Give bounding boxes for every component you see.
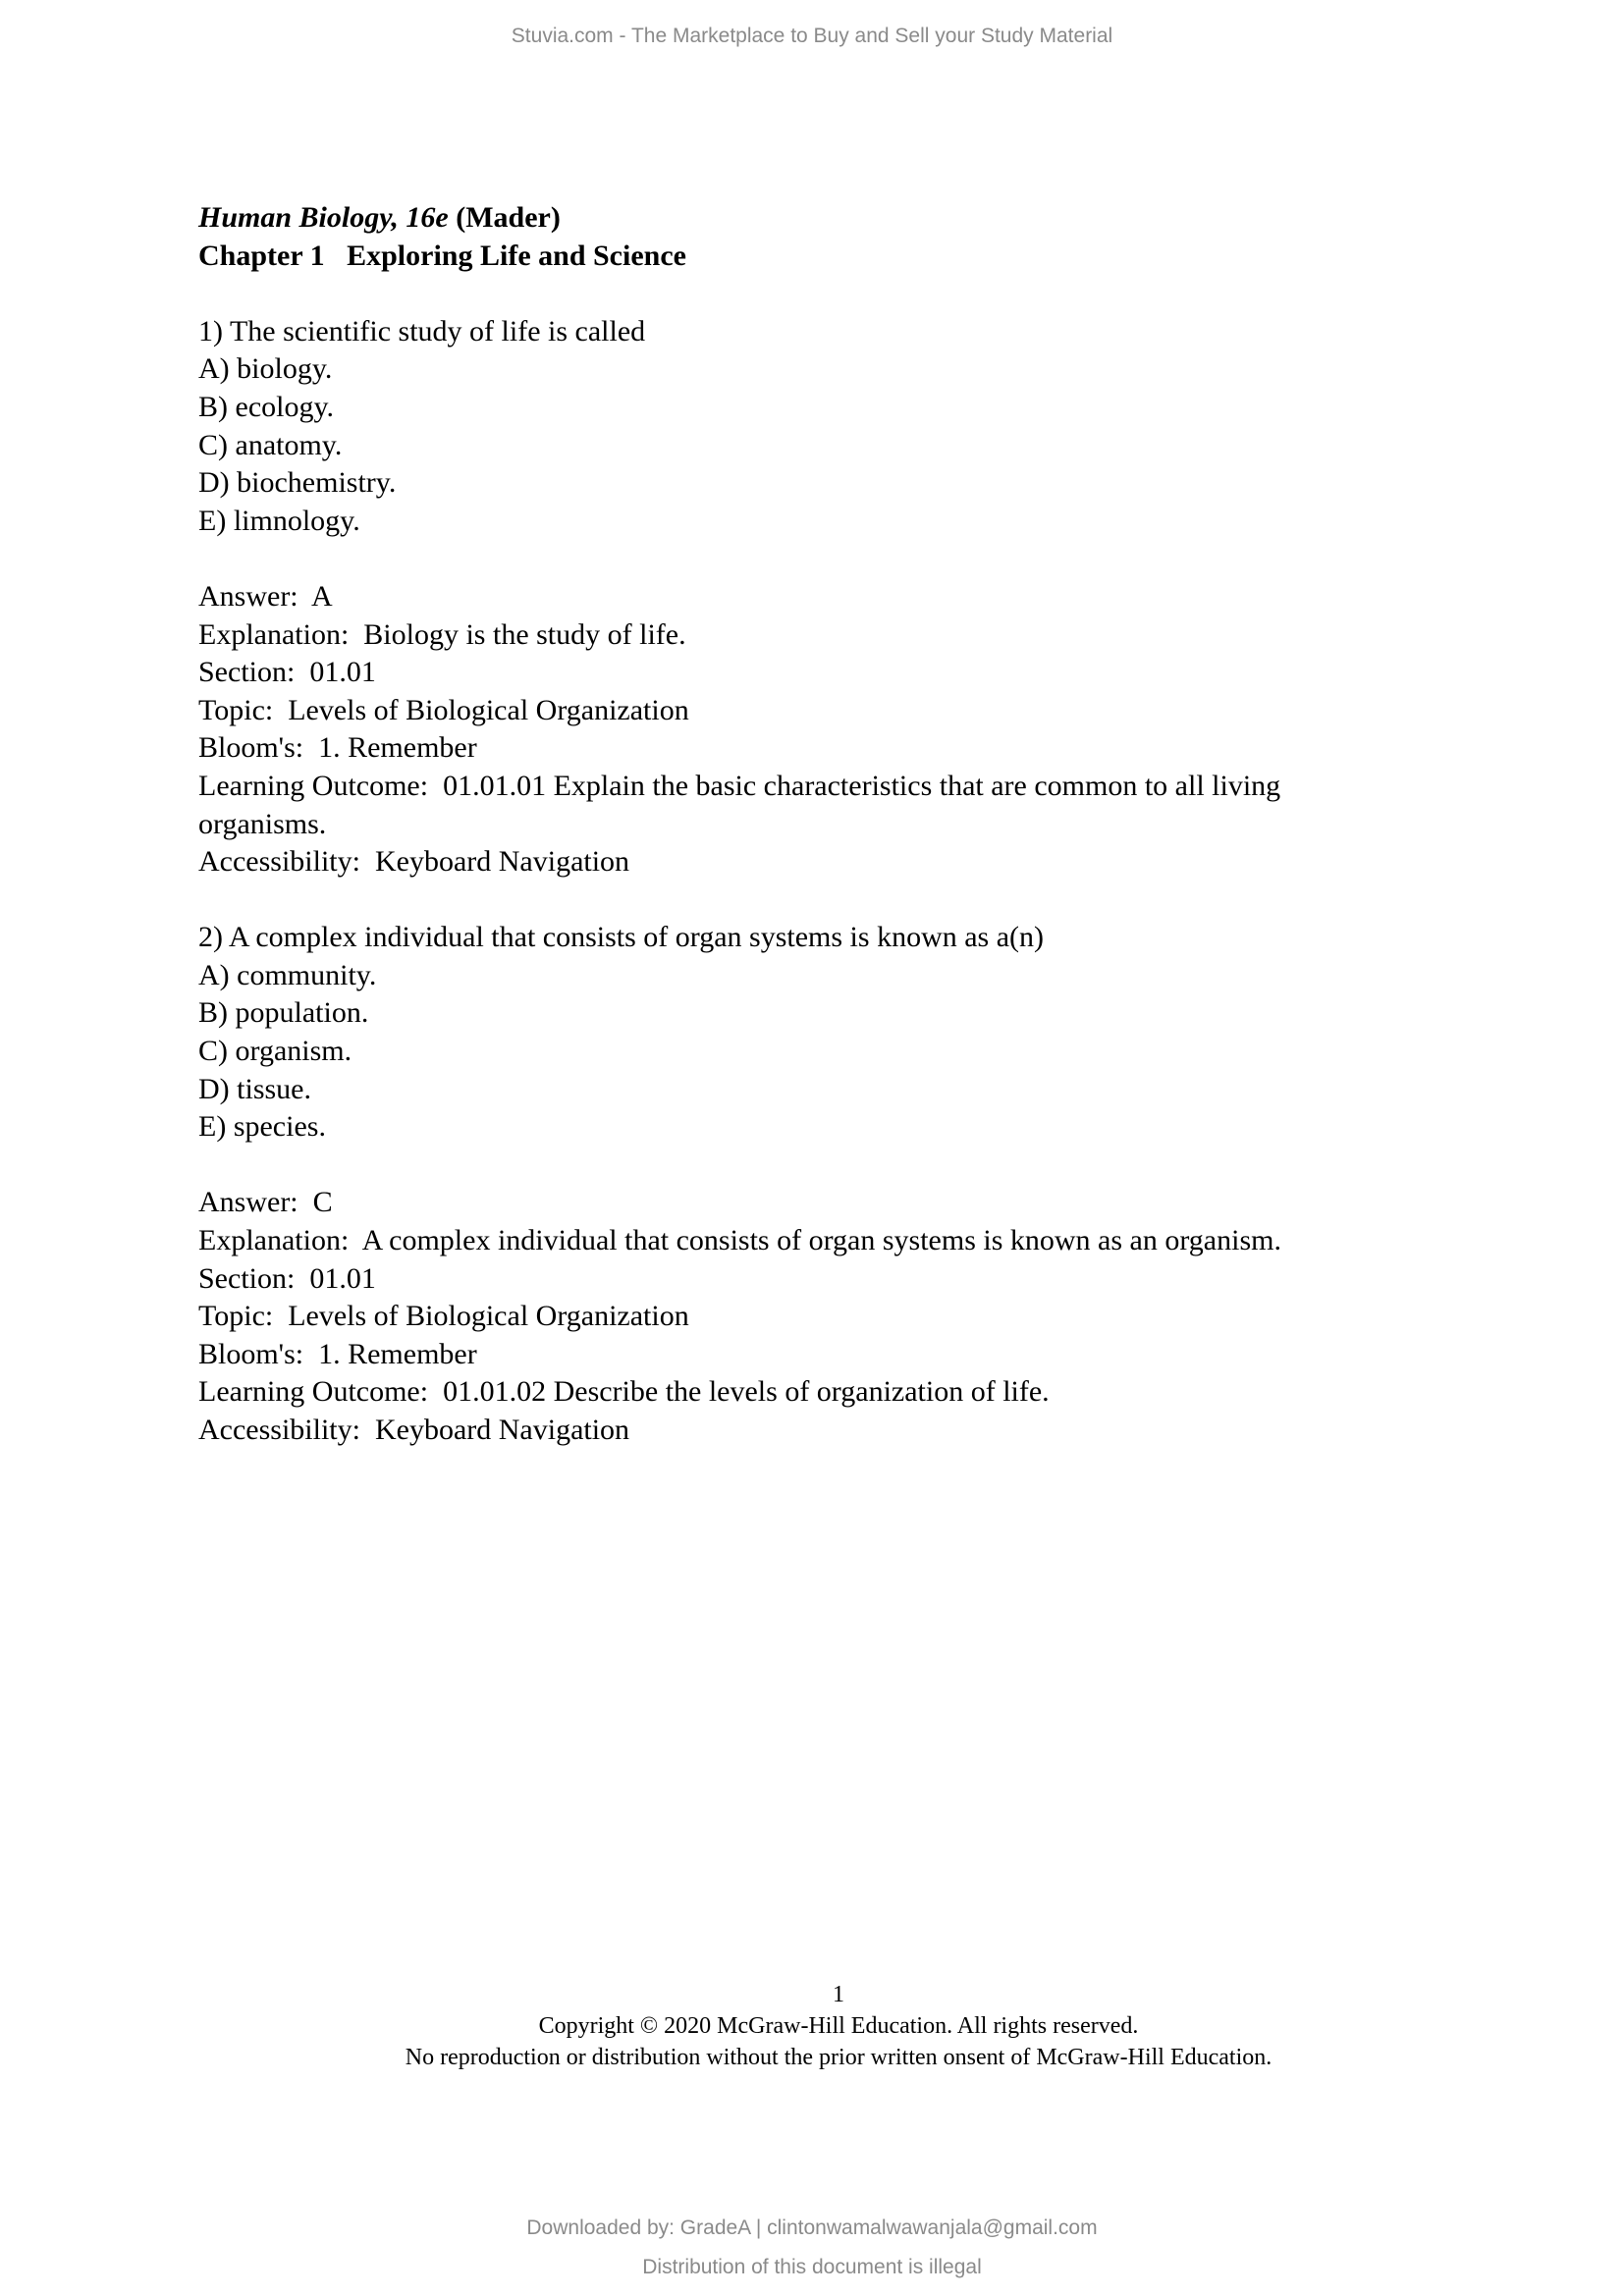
- option: C) anatomy.: [198, 428, 343, 461]
- section: Section: 01.01: [198, 1261, 376, 1295]
- blooms: Bloom's: 1. Remember: [198, 1337, 477, 1370]
- watermark-top: Stuvia.com - The Marketplace to Buy and Sell your Study Material: [511, 25, 1113, 47]
- explanation: Explanation: Biology is the study of life.: [198, 617, 686, 651]
- accessibility: Accessibility: Keyboard Navigation: [198, 1414, 630, 1446]
- accessibility: Accessibility: Keyboard Navigation: [198, 845, 630, 879]
- answer: Answer: A: [198, 579, 333, 613]
- book-title-italic: Human Biology, 16e: [198, 201, 449, 234]
- document-body: [198, 199, 1475, 1450]
- topic: Topic: Levels of Biological Organization: [198, 693, 689, 726]
- book-author: (Mader): [456, 201, 561, 234]
- option: A) biology.: [198, 352, 333, 386]
- book-title: [198, 199, 1475, 238]
- chapter-title: Chapter 1 Exploring Life and Science: [198, 239, 686, 272]
- option: C) organism.: [198, 1035, 352, 1068]
- question-1: 1) The scientific study of life is called: [198, 314, 646, 347]
- option: D) tissue.: [198, 1072, 311, 1105]
- watermark-distribution: Distribution of this document is illegal: [642, 2256, 982, 2278]
- copyright: Copyright © 2020 McGraw-Hill Education. All rights reserved.: [538, 2013, 1139, 2039]
- blooms: Bloom's: 1. Remember: [198, 731, 477, 765]
- option: B) ecology.: [198, 390, 335, 423]
- explanation: Explanation: A complex individual that consists of organ systems is known as an organism.: [198, 1224, 1281, 1257]
- section: Section: 01.01: [198, 656, 376, 689]
- learning-outcome: Learning Outcome: 01.01.01 Explain the basic characteristics that are common to all living: [198, 769, 1281, 802]
- learning-outcome: Learning Outcome: 01.01.02 Describe the levels of organization of life.: [198, 1375, 1050, 1409]
- answer: Answer: C: [198, 1186, 333, 1219]
- option: E) species.: [198, 1110, 326, 1144]
- question-2: 2) A complex individual that consists of organ systems is known as a(n): [198, 921, 1045, 954]
- option: E) limnology.: [198, 504, 360, 537]
- option: B) population.: [198, 996, 369, 1030]
- page-number: 1: [833, 1982, 844, 2007]
- learning-outcome-cont: organisms.: [198, 807, 327, 840]
- watermark-downloaded-by: Downloaded by: GradeA | clintonwamalwawanjala@gmail.com: [526, 2216, 1098, 2239]
- topic: Topic: Levels of Biological Organization: [198, 1300, 689, 1333]
- reproduction-notice: No reproduction or distribution without the prior written onsent of McGraw-Hill Education.: [405, 2045, 1272, 2070]
- option: A) community.: [198, 958, 377, 991]
- option: D) biochemistry.: [198, 466, 397, 500]
